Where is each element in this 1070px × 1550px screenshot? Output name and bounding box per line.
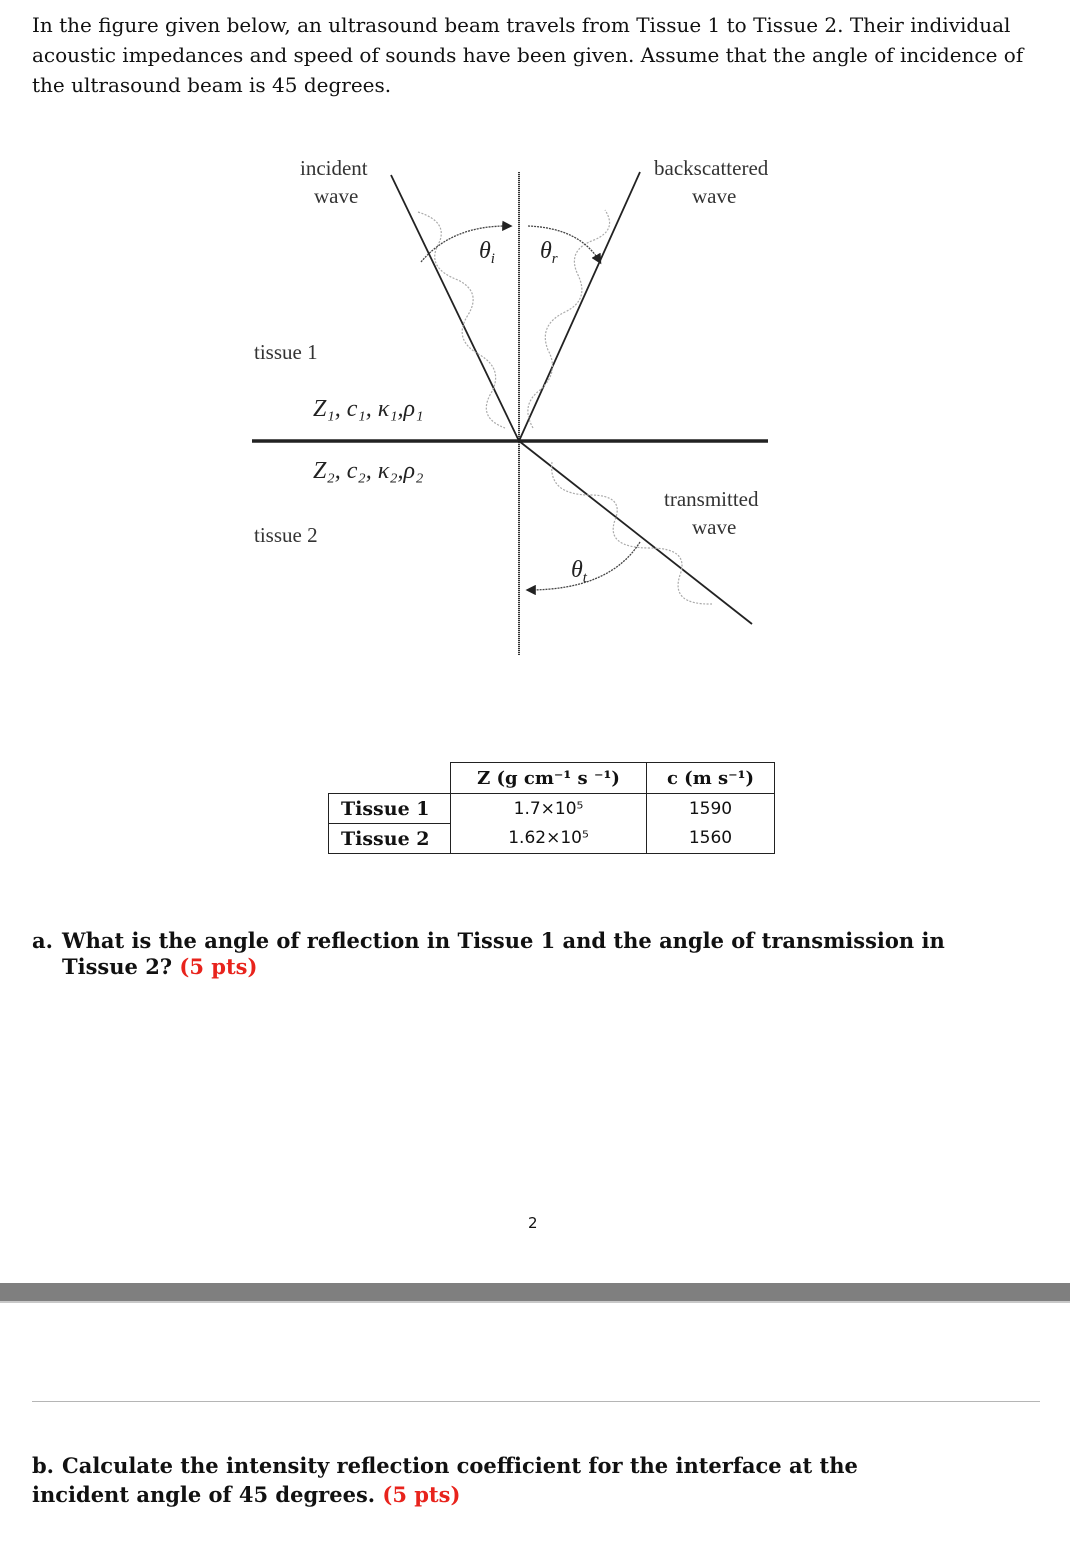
table-header-row xyxy=(329,763,775,794)
question-b-points: (5 pts) xyxy=(382,1482,461,1507)
table-row xyxy=(329,794,775,824)
row-label-tissue2: Tissue 2 xyxy=(329,824,451,854)
theta-t-label: $\theta_t$ xyxy=(571,557,587,586)
backscattered-ray xyxy=(519,172,640,441)
backscattered-label-line2: wave xyxy=(692,184,737,208)
cell-c-tissue2: 1560 xyxy=(647,824,775,854)
incident-label-line2: wave xyxy=(314,184,359,208)
question-b xyxy=(32,1451,1032,1509)
question-a-letter: a. xyxy=(32,928,53,953)
page-break-bar xyxy=(0,1283,1070,1303)
ultrasound-figure xyxy=(0,0,1070,760)
cell-z-tissue2: 1.62×10⁵ xyxy=(451,824,647,854)
question-b-line1: Calculate the intensity reflection coefficient for the interface at the xyxy=(62,1453,858,1478)
table-corner xyxy=(329,763,451,794)
theta-r-arc xyxy=(528,226,600,262)
theta-i-arc xyxy=(421,226,510,262)
question-a-points: (5 pts) xyxy=(179,954,258,979)
question-b-letter: b. xyxy=(32,1453,54,1478)
tissue1-parameters: Z₁, c₁, κ₁,ρ₁ xyxy=(313,396,424,422)
question-b-line2: incident angle of 45 degrees. xyxy=(32,1482,376,1507)
tissue-properties-table xyxy=(328,762,775,854)
answer-divider xyxy=(32,1401,1040,1402)
transmitted-label-line1: transmitted xyxy=(664,487,759,511)
page-number: 2 xyxy=(528,1214,538,1232)
theta-i-label: $\theta_i$ xyxy=(479,238,495,267)
header-speed: c (m s⁻¹) xyxy=(647,763,775,794)
intro-paragraph: In the figure given below, an ultrasound beam travels from Tissue 1 to Tissue 2. Their individual acoustic impedances and speed of sounds have been given. Assume that the angle of incidence of the ultrasound beam is 45 degrees. xyxy=(32,13,1024,97)
transmitted-label-line2: wave xyxy=(692,515,737,539)
question-a-line2: Tissue 2? xyxy=(62,954,173,979)
tissue2-label: tissue 2 xyxy=(254,523,318,547)
header-impedance: Z (g cm⁻¹ s ⁻¹) xyxy=(451,763,647,794)
cell-c-tissue1: 1590 xyxy=(647,794,775,824)
theta-r-label: $\theta_r$ xyxy=(540,238,558,267)
tissue1-label: tissue 1 xyxy=(254,340,318,364)
table-row xyxy=(329,824,775,854)
incident-label-line1: incident xyxy=(300,156,368,180)
question-a-line1: What is the angle of reflection in Tissue 1 and the angle of transmission in xyxy=(62,928,945,953)
cell-z-tissue1: 1.7×10⁵ xyxy=(451,794,647,824)
tissue2-parameters: Z₂, c₂, κ₂,ρ₂ xyxy=(313,458,424,484)
question-a xyxy=(32,928,1032,980)
backscattered-label-line1: backscattered xyxy=(654,156,769,180)
row-label-tissue1: Tissue 1 xyxy=(329,794,451,824)
